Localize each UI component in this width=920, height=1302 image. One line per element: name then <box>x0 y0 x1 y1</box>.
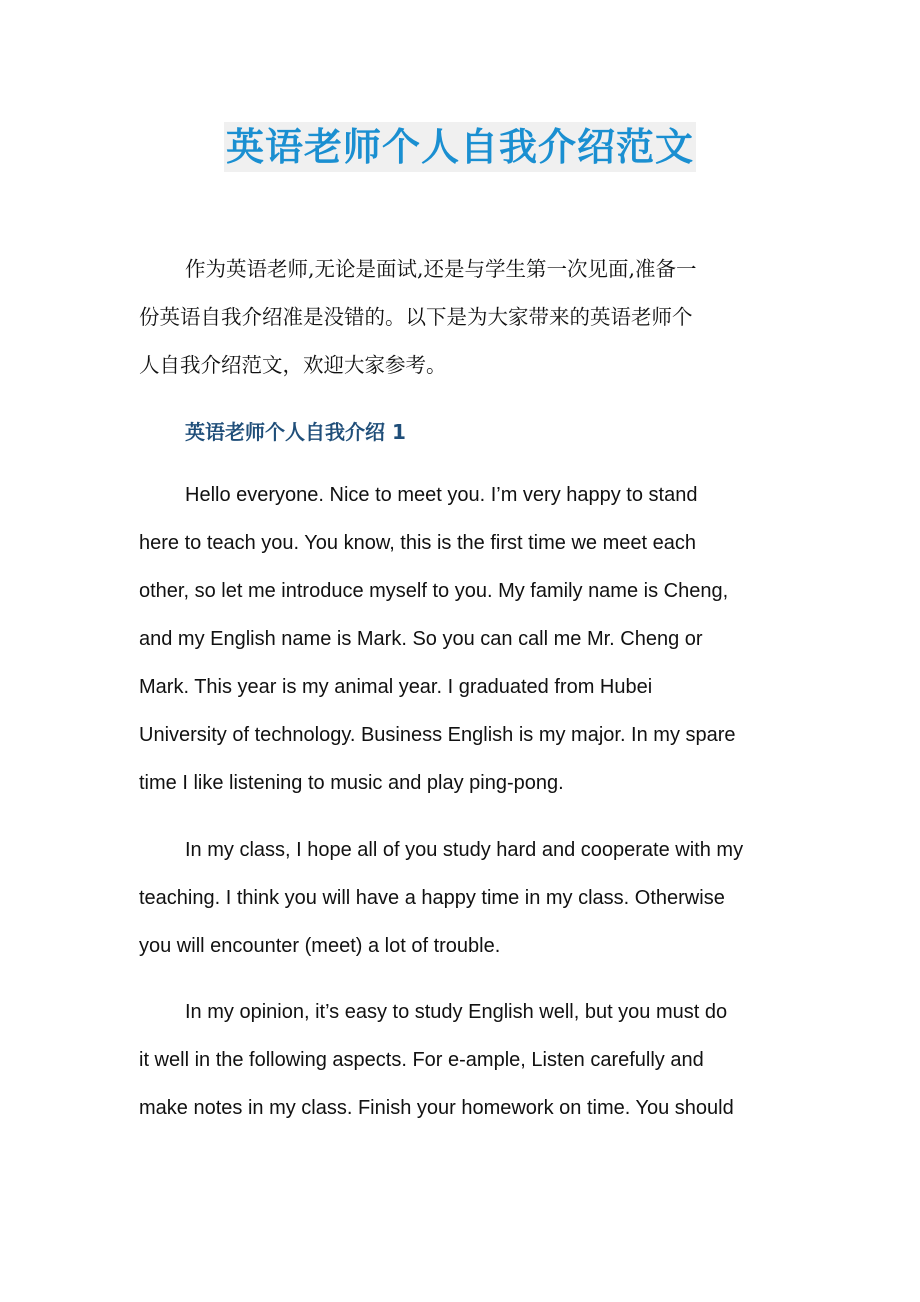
paragraph-line: time I like listening to music and play ping-pong. <box>139 772 564 794</box>
intro-line: 份英语自我介绍准是没错的。以下是为大家带来的英语老师个 <box>139 305 693 329</box>
paragraph-line: make notes in my class. Finish your homework on time. You should <box>139 1097 734 1119</box>
title-container <box>0 122 920 172</box>
paragraph-line: here to teach you. You know, this is the first time we meet each <box>139 532 696 554</box>
paragraph-line: and my English name is Mark. So you can call me Mr. Cheng or <box>139 628 703 650</box>
intro-paragraph <box>139 245 779 389</box>
paragraph-line: it well in the following aspects. For e-ample, Listen carefully and <box>139 1049 704 1071</box>
paragraph-line: Mark. This year is my animal year. I graduated from Hubei <box>139 676 653 698</box>
paragraph-line: In my class, I hope all of you study hard and cooperate with my <box>185 839 744 861</box>
body-paragraph-3 <box>139 988 799 1132</box>
body-paragraph-1 <box>139 471 799 807</box>
intro-line: 作为英语老师,无论是面试,还是与学生第一次见面,准备一 <box>185 257 697 281</box>
paragraph-line: University of technology. Business English is my major. In my spare <box>139 724 736 746</box>
paragraph-line: Hello everyone. Nice to meet you. I’m very happy to stand <box>185 484 698 506</box>
intro-line: 人自我介绍范文，欢迎大家参考。 <box>139 353 447 377</box>
paragraph-line: other, so let me introduce myself to you. My family name is Cheng, <box>139 580 729 602</box>
paragraph-line: teaching. I think you will have a happy time in my class. Otherwise <box>139 887 725 909</box>
paragraph-line: you will encounter (meet) a lot of trouble. <box>139 935 501 957</box>
document-title: 英语老师个人自我介绍范文 <box>224 122 696 172</box>
body-paragraph-2 <box>139 826 799 970</box>
section-heading: 英语老师个人自我介绍 1 <box>185 420 406 444</box>
paragraph-line: In my opinion, it’s easy to study English well, but you must do <box>185 1001 728 1023</box>
